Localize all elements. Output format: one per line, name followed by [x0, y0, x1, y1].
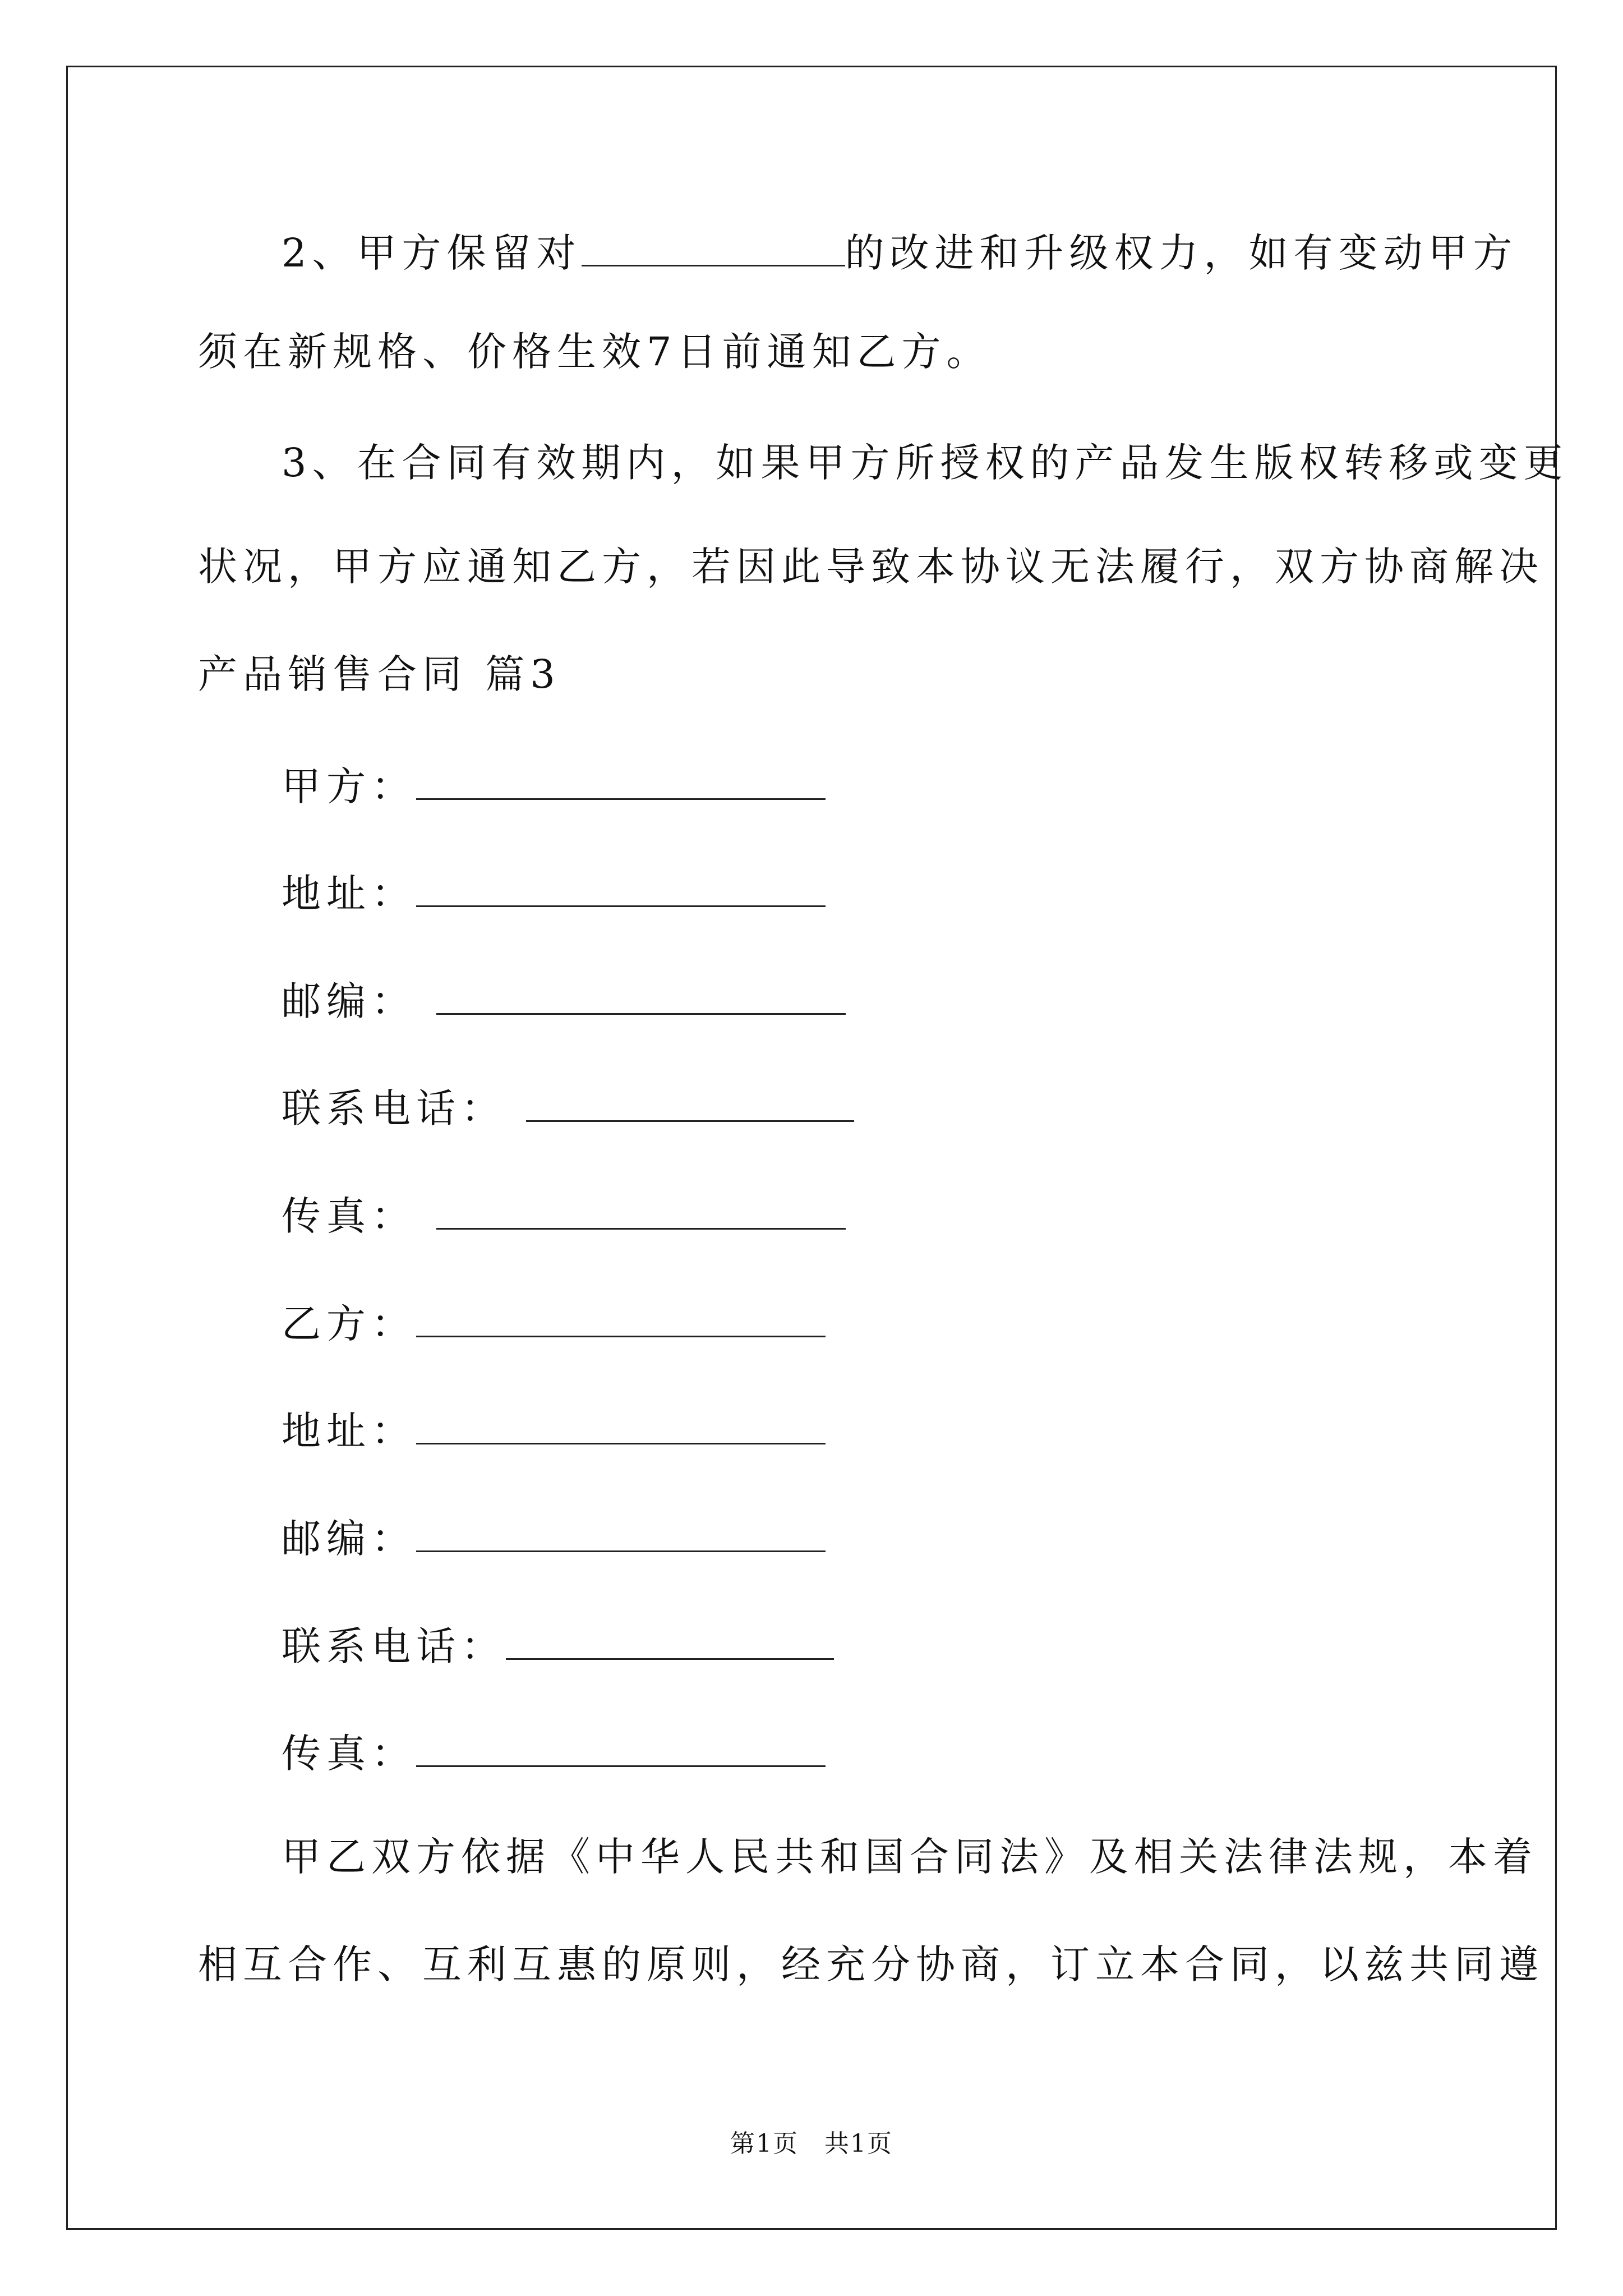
party-b-zip-label: 邮编：	[282, 1516, 416, 1562]
party-b-name-label: 乙方：	[282, 1301, 416, 1347]
clause-2-text-before: 2、甲方保留对	[282, 230, 582, 276]
clause-3-line-2: 状况，甲方应通知乙方，若因此导致本协议无法履行，双方协商解决	[198, 544, 1544, 590]
party-a-phone-row	[282, 1084, 854, 1131]
party-b-address-blank[interactable]	[416, 1407, 826, 1444]
party-a-address-row	[282, 869, 826, 917]
party-a-fax-row	[282, 1192, 846, 1239]
party-a-name-row	[282, 762, 826, 809]
party-a-name-blank[interactable]	[416, 762, 826, 800]
closing-line-2: 相互合作、互利互惠的原则，经充分协商，订立本合同，以兹共同遵	[198, 1941, 1544, 1987]
party-b-zip-row	[282, 1515, 826, 1562]
party-a-fax-blank[interactable]	[436, 1192, 846, 1230]
party-b-fax-row	[282, 1729, 826, 1777]
party-b-phone-blank[interactable]	[506, 1622, 834, 1660]
party-b-address-label: 地址：	[282, 1408, 416, 1454]
party-a-fax-label: 传真：	[282, 1193, 416, 1239]
party-a-zip-blank[interactable]	[436, 977, 846, 1015]
party-b-zip-blank[interactable]	[416, 1515, 826, 1552]
party-b-address-row	[282, 1407, 826, 1454]
page-border	[66, 66, 1557, 2230]
party-a-phone-blank[interactable]	[526, 1084, 854, 1122]
party-b-name-row	[282, 1300, 826, 1347]
clause-2-line-2: 须在新规格、价格生效7日前通知乙方。	[198, 329, 992, 375]
clause-2-text-after: 的改进和升级权力，如有变动甲方	[845, 230, 1518, 276]
party-a-address-label: 地址：	[282, 871, 416, 917]
party-b-phone-row	[282, 1622, 834, 1669]
party-b-phone-label: 联系电话：	[282, 1623, 506, 1669]
party-b-fax-label: 传真：	[282, 1731, 416, 1777]
party-a-zip-label: 邮编：	[282, 978, 416, 1024]
party-a-phone-label: 联系电话：	[282, 1085, 506, 1131]
clause-3-line-1: 3、在合同有效期内，如果甲方所授权的产品发生版权转移或变更	[282, 440, 1569, 486]
clause-2-line-1	[282, 229, 1518, 276]
product-name-blank[interactable]	[582, 229, 845, 266]
party-b-fax-blank[interactable]	[416, 1729, 826, 1767]
party-a-name-label: 甲方：	[282, 763, 416, 809]
party-a-address-blank[interactable]	[416, 869, 826, 907]
section-title: 产品销售合同 篇3	[198, 651, 561, 697]
page-number-footer: 第1页 共1页	[730, 2129, 893, 2158]
party-a-zip-row	[282, 977, 846, 1024]
closing-line-1: 甲乙双方依据《中华人民共和国合同法》及相关法律法规，本着	[282, 1834, 1538, 1880]
party-b-name-blank[interactable]	[416, 1300, 826, 1337]
